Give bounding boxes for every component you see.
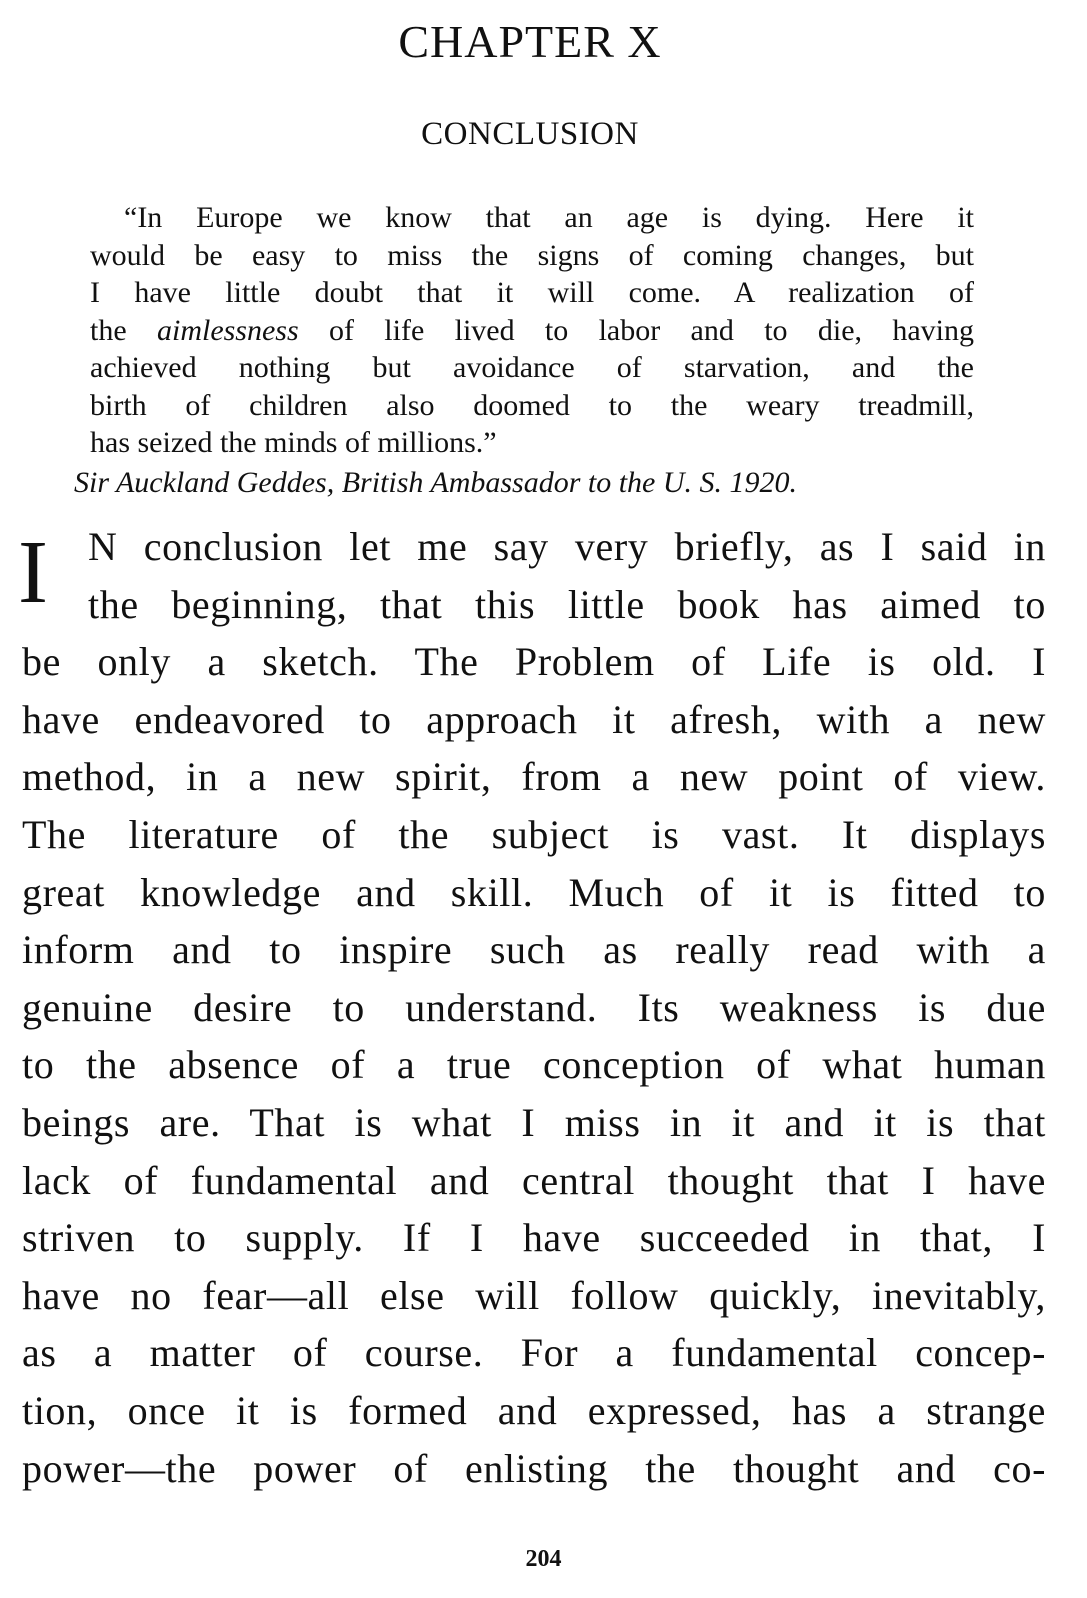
body-line: lack of fundamental and central thought that I have <box>22 1157 1046 1203</box>
epigraph-line: “In Europe we know that an age is dying. Here it <box>124 201 974 234</box>
body-line: have endeavored to approach it afresh, with a new <box>22 696 1046 742</box>
body-line: to the absence of a true conception of what human <box>22 1042 1046 1088</box>
body-line: N conclusion let me say very briefly, as I said in <box>88 524 1046 569</box>
epigraph-line: would be easy to miss the signs of coming changes, but <box>90 238 974 272</box>
epigraph-line: I have little doubt that it will come. A realization of <box>90 276 974 309</box>
body-line: be only a sketch. The Problem of Life is old. I <box>22 639 1046 685</box>
epigraph-line: birth of children also doomed to the weary treadmill, <box>90 388 974 422</box>
body-line: have no fear—all else will follow quickly, inevitably, <box>22 1272 1046 1318</box>
section-title: CONCLUSION <box>421 116 639 152</box>
epigraph-line: achieved nothing but avoidance of starvation, and the <box>90 351 974 384</box>
epigraph-quote <box>90 199 974 462</box>
body-line: tion, once it is formed and expressed, has a strange <box>22 1387 1046 1433</box>
chapter-title: CHAPTER X <box>398 16 662 67</box>
body-line: genuine desire to understand. Its weakness is due <box>22 984 1046 1030</box>
body-line: The literature of the subject is vast. It displays <box>22 811 1046 857</box>
page-number: 204 <box>525 1546 562 1572</box>
body-line: the beginning, that this little book has aimed to <box>88 581 1046 627</box>
body-paragraph <box>22 518 1046 1497</box>
body-line: inform and to inspire such as really read with a <box>22 927 1046 973</box>
epigraph-line: has seized the minds of millions.” <box>90 426 497 459</box>
body-line: method, in a new spirit, from a new point of view. <box>22 754 1046 800</box>
body-line: power—the power of enlisting the thought and co- <box>22 1445 1046 1491</box>
body-line: beings are. That is what I miss in it and it is that <box>22 1099 1046 1145</box>
body-line: as a matter of course. For a fundamental concep- <box>22 1330 1046 1376</box>
body-line: striven to supply. If I have succeeded in that, I <box>22 1215 1046 1261</box>
drop-cap: I <box>18 523 48 622</box>
epigraph-attribution: Sir Auckland Geddes, British Ambassador to the U. S. 1920. <box>74 466 798 499</box>
body-line: great knowledge and skill. Much of it is fitted to <box>22 869 1046 915</box>
epigraph-line: the aimlessness of life lived to labor and to die, having <box>90 313 974 347</box>
